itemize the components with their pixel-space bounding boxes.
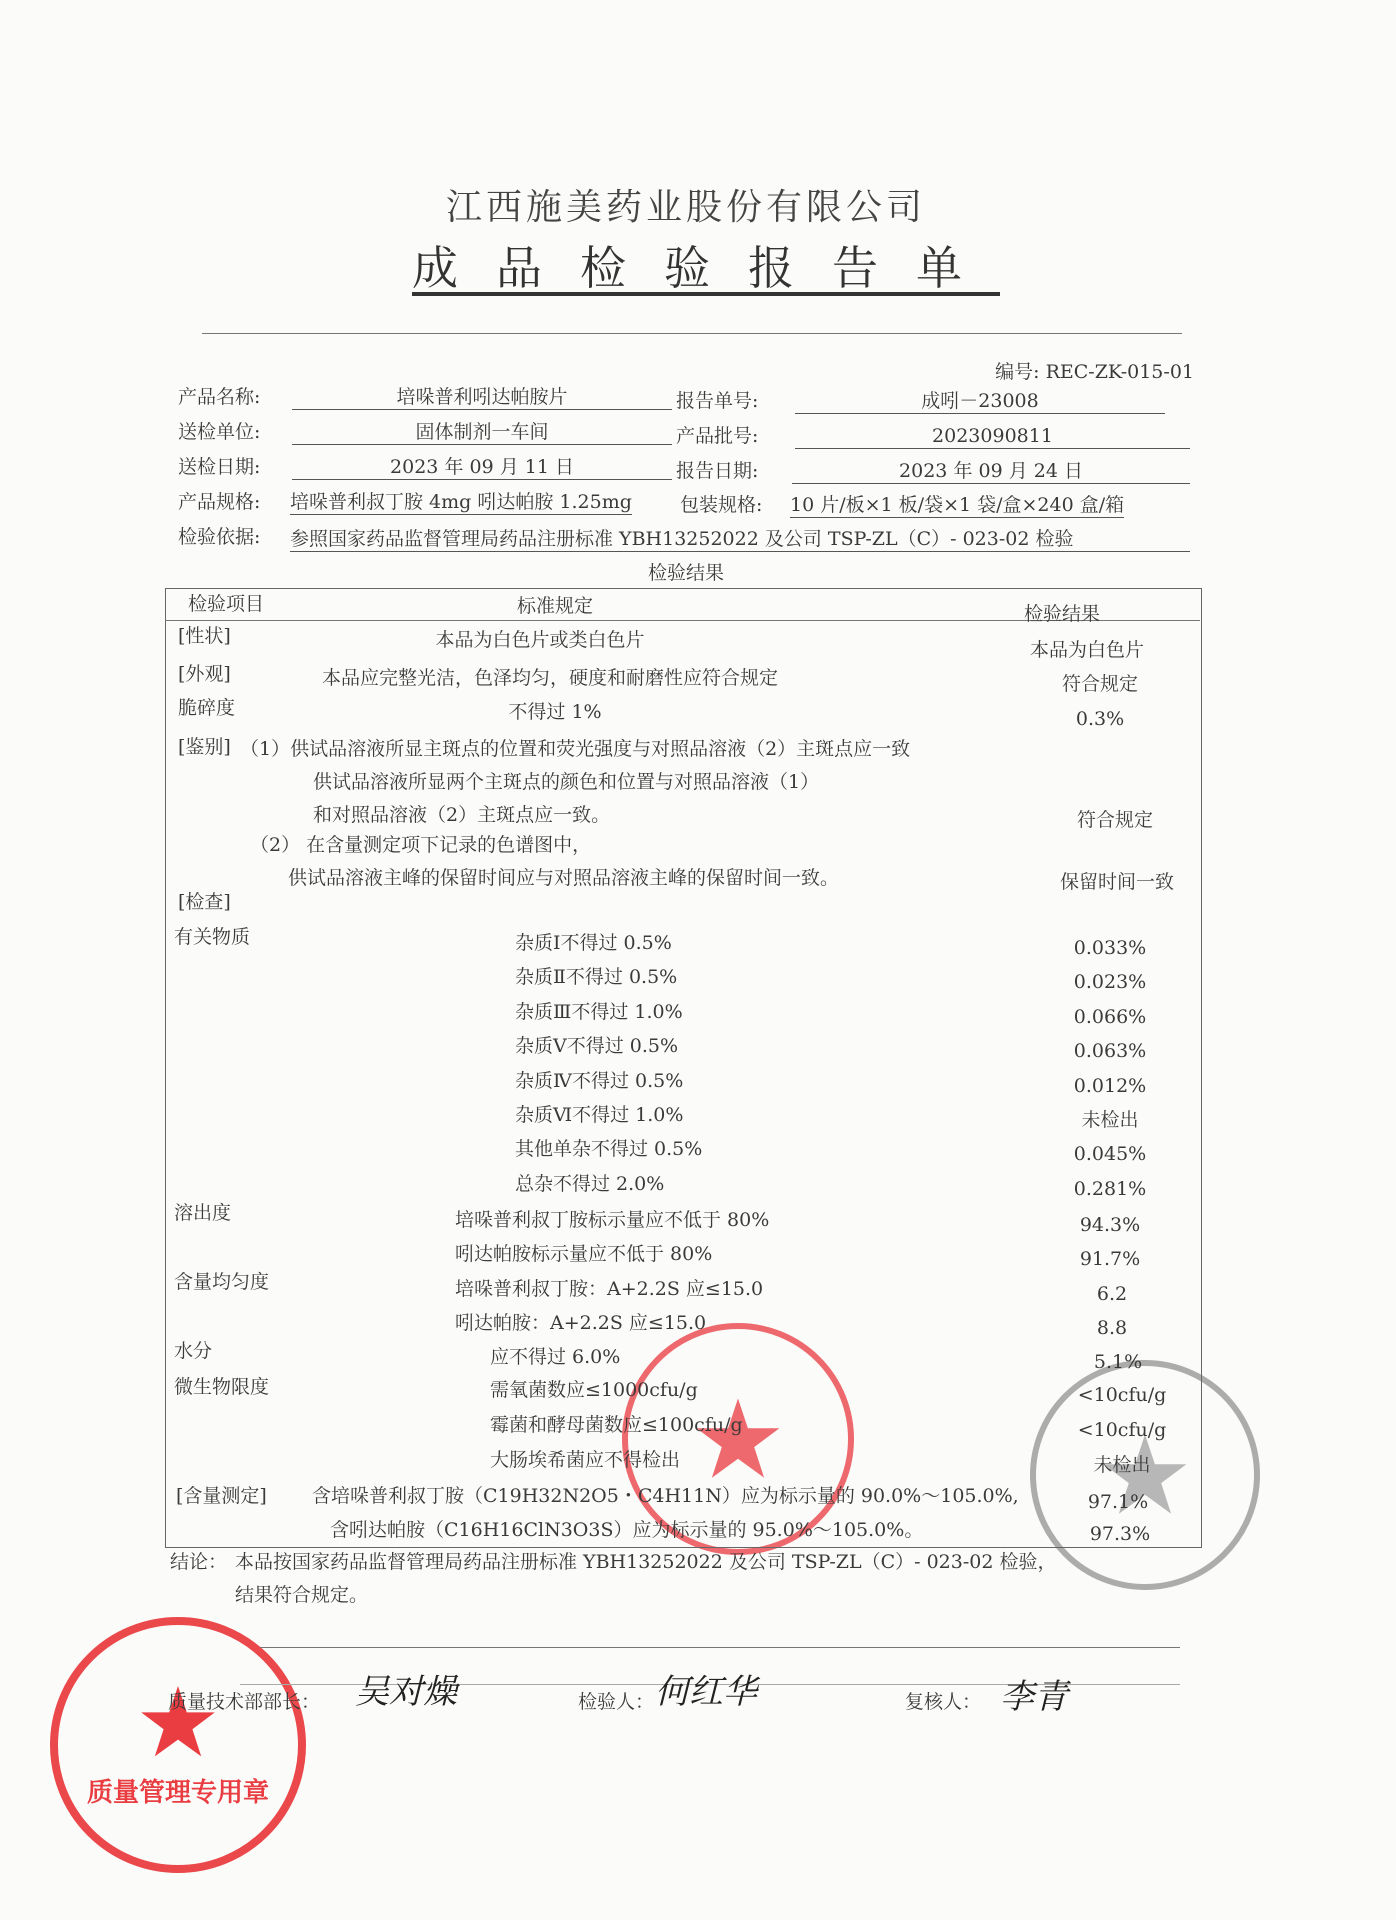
batch-field: 2023090811: [795, 424, 1190, 449]
uniformity-label: 含量均匀度: [174, 1271, 270, 1293]
inspection-section-label: [检查]: [178, 891, 231, 913]
row-standard: 应不得过 6.0%: [490, 1346, 621, 1368]
row-item: [鉴别]: [178, 736, 231, 758]
row-standard: 杂质Ⅲ不得过 1.0%: [515, 1000, 683, 1023]
row-result: 94.3%: [1079, 1214, 1141, 1236]
row-result: 8.8: [1096, 1317, 1128, 1339]
doc-number-label: 编号:: [995, 361, 1040, 383]
product-name-label: 产品名称:: [178, 386, 261, 408]
row-result: 0.023%: [1073, 971, 1147, 994]
row-standard: 需氧菌数应≤1000cfu/g: [490, 1379, 698, 1401]
qa-head-label: 质量技术部部长：: [168, 1691, 321, 1713]
col-item-header: 检验项目: [188, 593, 265, 615]
row-result: 0.063%: [1073, 1040, 1147, 1063]
row-result: 91.7%: [1079, 1248, 1141, 1270]
row-item: [外观]: [178, 663, 231, 685]
dissolution-label: 溶出度: [174, 1202, 232, 1224]
row-result: 5.1%: [1093, 1351, 1143, 1373]
related-substances-label: 有关物质: [174, 926, 251, 948]
row-standard: 含吲达帕胺（C16H16ClN3O3S）应为标示量的 95.0%～105.0%。: [330, 1519, 924, 1541]
row-standard: 本品应完整光洁，色泽均匀，硬度和耐磨性应符合规定: [321, 667, 779, 689]
pack-label: 包装规格:: [680, 494, 763, 516]
row-standard: 杂质Ⅱ不得过 0.5%: [515, 966, 678, 989]
dept-label: 送检单位:: [178, 421, 261, 443]
row-result: 本品为白色片: [1029, 639, 1145, 661]
row-standard: 供试品溶液所显两个主斑点的颜色和位置与对照品溶液（1）: [313, 771, 820, 793]
row-result: 0.3%: [1075, 708, 1125, 730]
dept-field: 固体制剂一车间: [292, 420, 672, 445]
report-no-label: 报告单号:: [676, 390, 759, 412]
conclusion-label: 结论：: [170, 1551, 228, 1573]
row-result: 符合规定: [1076, 809, 1154, 831]
submit-date-label: 送检日期:: [178, 456, 261, 478]
basis-field: 参照国家药品监督管理局药品注册标准 YBH13252022 及公司 TSP-ZL（C）- 023-02 检验: [290, 527, 1190, 552]
row-standard: 供试品溶液主峰的保留时间应与对照品溶液主峰的保留时间一致。: [288, 867, 840, 889]
row-result: 6.2: [1096, 1283, 1128, 1305]
col-standard-header: 标准规定: [516, 595, 594, 617]
row-standard: 杂质Ⅰ不得过 0.5%: [515, 932, 672, 954]
row-standard: 含培哚普利叔丁胺（C19H32N2O5・C4H11N）应为标示量的 90.0%～105.0%,: [312, 1485, 1019, 1507]
row-standard: 其他单杂不得过 0.5%: [515, 1138, 703, 1161]
row-result: 0.066%: [1073, 1005, 1147, 1028]
report-date-label: 报告日期:: [676, 460, 759, 482]
row-item: [性状]: [178, 625, 231, 647]
signature-divider-top: [260, 1647, 1180, 1648]
row-standard: 培哚普利叔丁胺标示量应不低于 80%: [455, 1209, 770, 1231]
row-item: 脆碎度: [178, 697, 236, 719]
row-item: 水分: [174, 1340, 213, 1362]
row-result: 0.045%: [1073, 1143, 1147, 1166]
row-result: 未检出: [1081, 1109, 1139, 1131]
inspector-signature: 何红华: [655, 1672, 757, 1712]
qa-head-signature: 吴对燥: [355, 1672, 457, 1712]
row-standard: 杂质Ⅳ不得过 0.5%: [515, 1069, 684, 1092]
row-standard: 吲达帕胺：A+2.2S 应≤15.0: [455, 1312, 707, 1334]
header-divider: [202, 333, 1182, 334]
row-standard: 和对照品溶液（2）主斑点应一致。: [313, 804, 611, 826]
reviewer-label: 复核人：: [905, 1691, 982, 1713]
stamp-text: 质量管理专用章: [86, 1777, 269, 1808]
row-standard: （1）供试品溶液所显主斑点的位置和荧光强度与对照品溶液（2）主斑点应一致: [240, 738, 911, 760]
row-standard: 培哚普利叔丁胺：A+2.2S 应≤15.0: [455, 1278, 764, 1300]
row-result: 0.012%: [1073, 1074, 1147, 1097]
results-table: [165, 588, 1202, 1548]
row-result: 未检出: [1093, 1454, 1151, 1476]
micro-limit-label: 微生物限度: [174, 1376, 270, 1398]
quality-management-stamp: [50, 1617, 306, 1873]
row-standard: 吲达帕胺标示量应不低于 80%: [455, 1243, 713, 1265]
row-standard: 总杂不得过 2.0%: [515, 1172, 665, 1195]
report-no-field: 成吲－23008: [795, 389, 1165, 414]
row-result: 符合规定: [1061, 673, 1139, 695]
submit-date-field: 2023 年 09 月 11 日: [292, 455, 672, 480]
row-standard: （2） 在含量测定项下记录的色谱图中，: [250, 834, 592, 856]
spec-field: 培哚普利叔丁胺 4mg 吲达帕胺 1.25mg: [290, 491, 632, 513]
row-standard: 杂质Ⅵ不得过 1.0%: [515, 1104, 684, 1126]
col-result-header: 检验结果: [1023, 603, 1101, 625]
spec-label: 产品规格:: [178, 491, 261, 513]
batch-label: 产品批号:: [676, 425, 759, 447]
row-standard: 本品为白色片或类白色片: [435, 629, 645, 651]
row-standard: 大肠埃希菌应不得检出: [490, 1449, 681, 1471]
row-item: [含量测定]: [176, 1485, 267, 1507]
results-title: 检验结果: [647, 562, 725, 584]
doc-number-value: REC-ZK-015-01: [1045, 361, 1194, 383]
row-result: 97.3%: [1089, 1523, 1151, 1545]
company-name: 江西施美药业股份有限公司: [445, 187, 927, 228]
conclusion-text: 本品按国家药品监督管理局药品注册标准 YBH13252022 及公司 TSP-ZL（C）- 023-02 检验，: [235, 1551, 1057, 1573]
report-title: 成品检验报告单: [412, 241, 1000, 295]
doc-number: [995, 360, 1194, 384]
row-result: <10cfu/g: [1077, 1419, 1167, 1441]
row-result: 0.033%: [1073, 937, 1147, 959]
pack-field: 10 片/板×1 板/袋×1 袋/盒×240 盒/箱: [790, 494, 1125, 516]
row-standard: 杂质Ⅴ不得过 0.5%: [515, 1035, 679, 1058]
inspector-label: 检验人：: [578, 1691, 655, 1713]
basis-label: 检验依据:: [178, 526, 261, 548]
row-result: <10cfu/g: [1077, 1384, 1167, 1406]
conclusion-text-2: 结果符合规定。: [235, 1584, 369, 1606]
row-result: 保留时间一致: [1059, 871, 1175, 893]
report-date-field: 2023 年 09 月 24 日: [792, 459, 1190, 484]
row-standard: 霉菌和酵母菌数应≤100cfu/g: [490, 1414, 743, 1436]
reviewer-signature: 李青: [1000, 1677, 1068, 1717]
row-result: 97.1%: [1087, 1491, 1149, 1513]
row-standard: 不得过 1%: [508, 701, 602, 723]
row-result: 0.281%: [1073, 1177, 1147, 1200]
product-name-field: 培哚普利吲达帕胺片: [292, 385, 672, 410]
